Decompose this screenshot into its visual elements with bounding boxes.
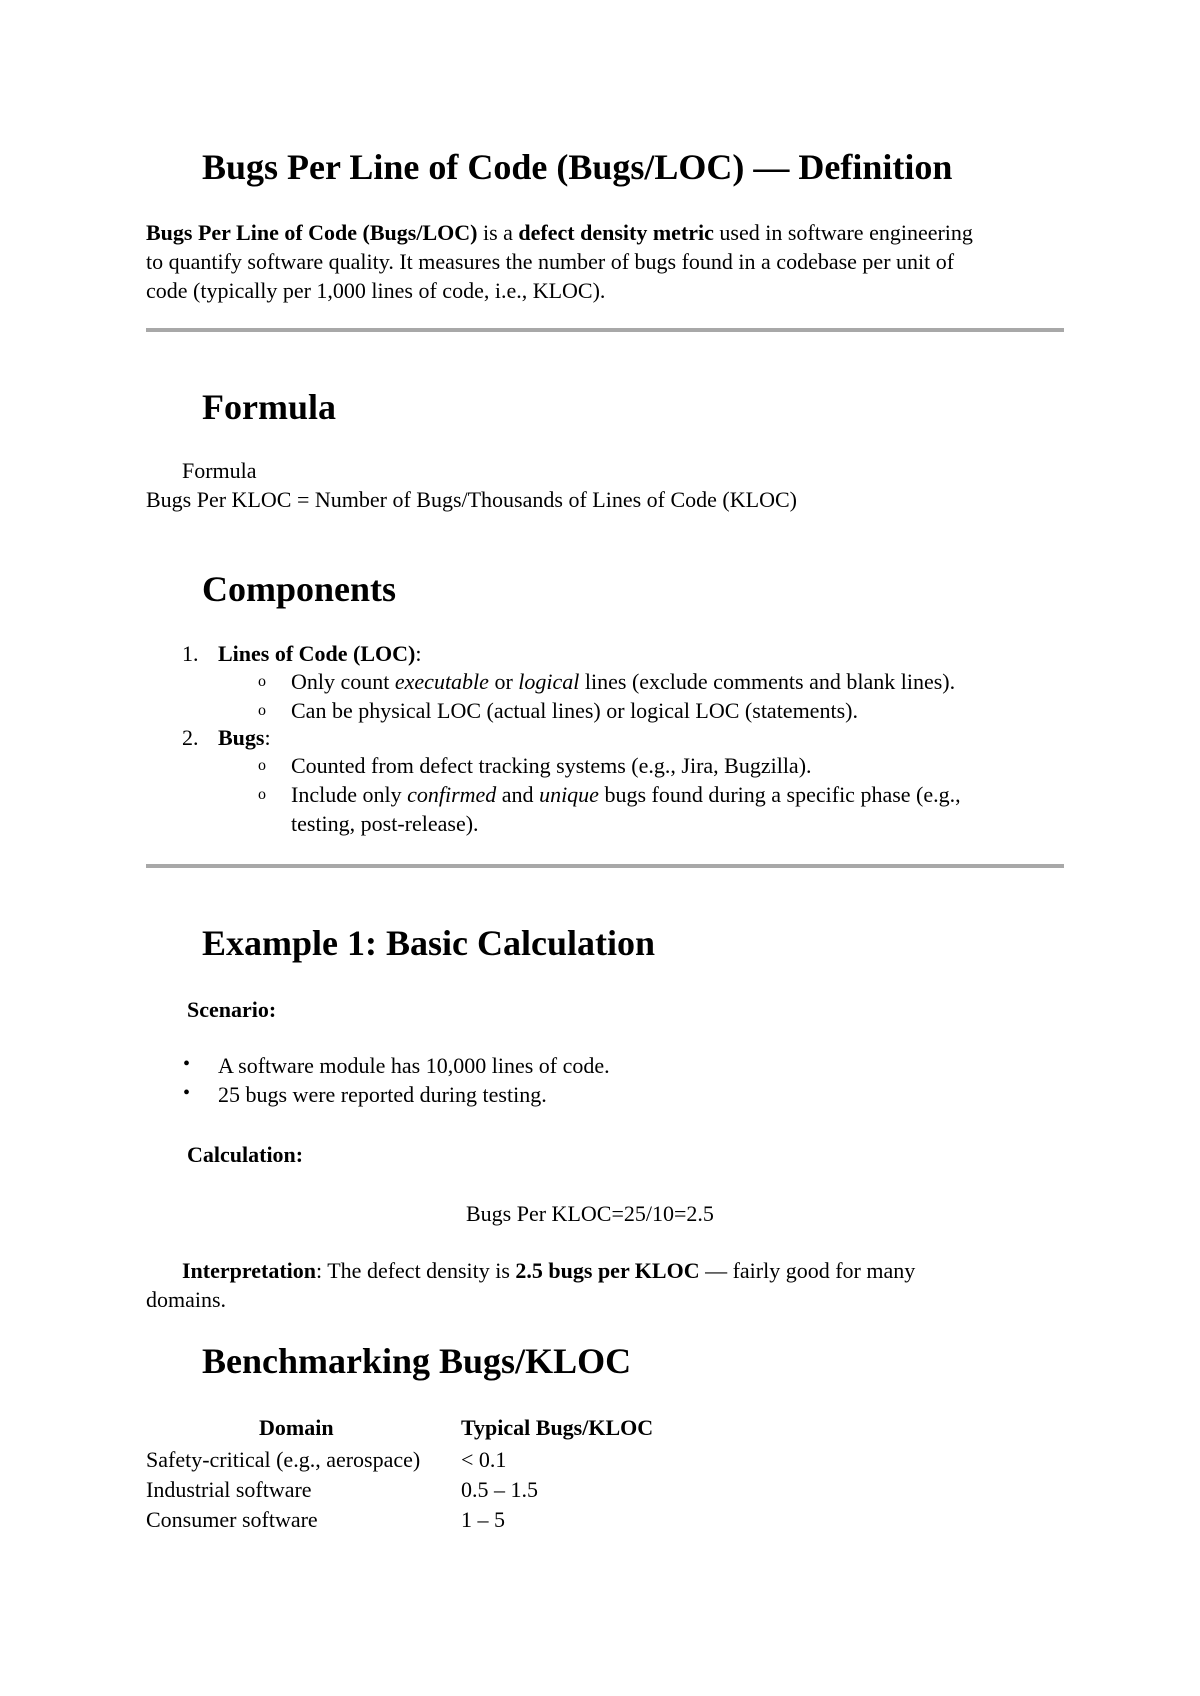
scenario-item-text: 25 bugs were reported during testing.	[218, 1082, 547, 1107]
table-cell-value: 1 – 5	[461, 1507, 505, 1532]
component-number-1: 1.	[182, 641, 199, 666]
subitem-pre: Include only	[291, 782, 408, 807]
formula-heading: Formula	[202, 387, 336, 427]
component-suffix-1: :	[415, 641, 422, 666]
subitem-continuation: testing, post-release).	[291, 811, 479, 836]
subitem-pre: Only count	[291, 669, 395, 694]
example1-heading: Example 1: Basic Calculation	[202, 923, 656, 963]
scenario-item-text: A software module has 10,000 lines of code.	[218, 1053, 610, 1078]
subitem-em-executable: executable	[394, 669, 489, 694]
page-title: Bugs Per Line of Code (Bugs/LOC) — Definition	[202, 147, 953, 187]
circle-bullet-icon: o	[258, 673, 266, 690]
circle-bullet-icon: o	[258, 757, 266, 774]
formula-label: Formula	[182, 458, 257, 483]
intro-line-2: to quantify software quality. It measures the number of bugs found in a codebase per unit of	[146, 249, 955, 274]
component-label-2: Bugs	[218, 725, 265, 750]
interpretation-line-2: domains.	[146, 1287, 227, 1312]
table-header-domain: Domain	[259, 1415, 334, 1440]
divider-2	[146, 864, 1064, 868]
subitem-em-confirmed: confirmed	[407, 782, 497, 807]
circle-bullet-icon: o	[258, 786, 266, 803]
intro-term: Bugs Per Line of Code (Bugs/LOC)	[146, 220, 478, 245]
table-cell-domain: Safety-critical (e.g., aerospace)	[146, 1447, 421, 1472]
subitem-mid: or	[488, 669, 519, 694]
component-subitem-2-2-cont	[291, 811, 479, 837]
table-row	[146, 1505, 318, 1534]
subitem-mid: and	[496, 782, 540, 807]
circle-bullet-icon: o	[258, 702, 266, 719]
interpretation-post: — fairly good for many	[699, 1258, 916, 1283]
component-number-2: 2.	[182, 725, 199, 750]
intro-paragraph	[146, 218, 973, 305]
intro-metric: defect density metric	[518, 220, 714, 245]
formula-equation: Bugs Per KLOC = Number of Bugs/Thousands of Lines of Code (KLOC)	[146, 487, 797, 512]
table-row	[146, 1445, 420, 1474]
intro-line-1	[146, 218, 973, 247]
interpretation-label: Interpretation	[182, 1258, 317, 1283]
component-label-1: Lines of Code (LOC)	[218, 641, 416, 666]
bullet-icon: •	[183, 1053, 191, 1075]
interpretation-value: 2.5 bugs per KLOC	[515, 1258, 700, 1283]
subitem-em-unique: unique	[539, 782, 599, 807]
interpretation-pre: : The defect density is	[316, 1258, 516, 1283]
table-cell-value: 0.5 – 1.5	[461, 1477, 538, 1502]
divider-1	[146, 328, 1064, 332]
table-header-bugs: Typical Bugs/KLOC	[461, 1415, 654, 1440]
table-cell-value: < 0.1	[461, 1447, 507, 1472]
intro-line-3: code (typically per 1,000 lines of code, i.e., KLOC).	[146, 278, 606, 303]
calculation-label	[187, 1140, 303, 1169]
table-cell-domain: Industrial software	[146, 1477, 312, 1502]
subitem-post: bugs found during a specific phase (e.g.,	[598, 782, 961, 807]
scenario-label-text: Scenario:	[187, 997, 277, 1022]
benchmark-heading: Benchmarking Bugs/KLOC	[202, 1341, 632, 1381]
table-cell-domain: Consumer software	[146, 1507, 318, 1532]
calculation-label-text: Calculation:	[187, 1142, 304, 1167]
subitem-em-logical: logical	[518, 669, 580, 694]
subitem-text: Counted from defect tracking systems (e.g., Jira, Bugzilla).	[291, 753, 812, 778]
intro-rest-line1: used in software engineering	[713, 220, 973, 245]
bullet-icon: •	[183, 1082, 191, 1104]
table-row	[146, 1475, 312, 1504]
interpretation-paragraph	[146, 1256, 915, 1314]
intro-is-a: is a	[477, 220, 519, 245]
components-heading: Components	[202, 569, 397, 609]
subitem-text: Can be physical LOC (actual lines) or logical LOC (statements).	[291, 698, 858, 723]
interpretation-line-1	[146, 1256, 915, 1285]
scenario-label	[187, 995, 276, 1024]
subitem-post: lines (exclude comments and blank lines).	[579, 669, 956, 694]
calculation-equation: Bugs Per KLOC=25/10=2.5	[466, 1201, 714, 1226]
component-suffix-2: :	[264, 725, 271, 750]
